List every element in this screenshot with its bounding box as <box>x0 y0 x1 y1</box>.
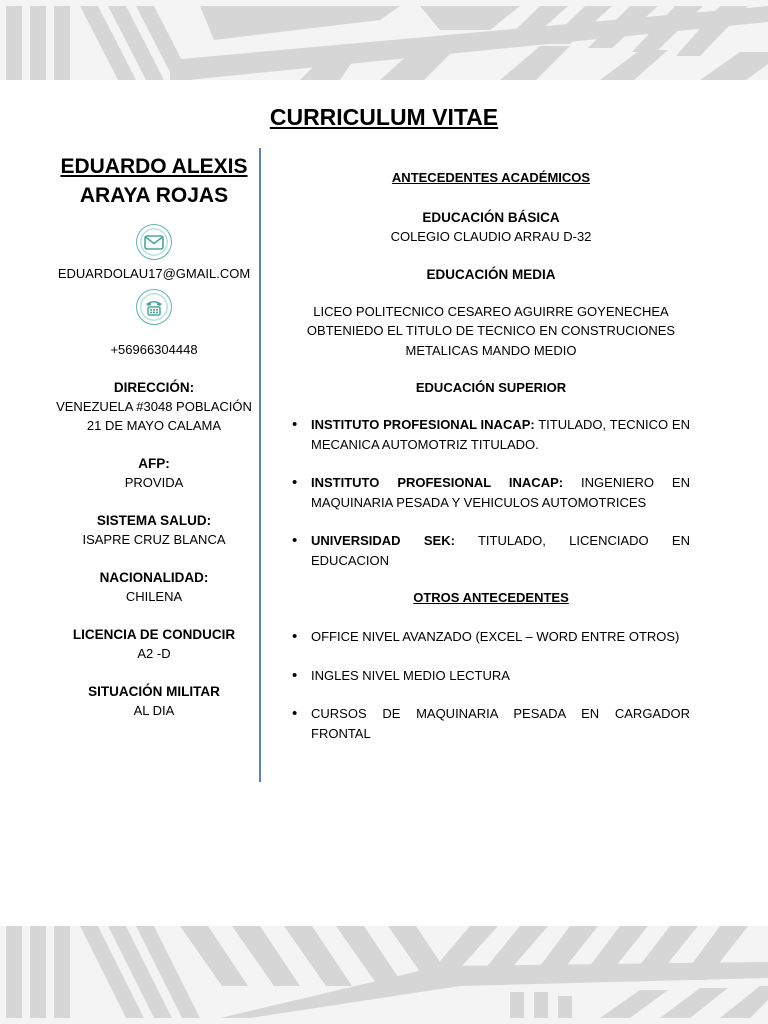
detail-afp <box>48 454 260 492</box>
detail-nationality <box>48 568 260 606</box>
detail-label: NACIONALIDAD: <box>99 570 209 585</box>
media-education-heading: EDUCACIÓN MEDIA <box>426 266 556 282</box>
superior-education-heading: EDUCACIÓN SUPERIOR <box>415 380 567 395</box>
top-decorative-band <box>0 0 768 80</box>
detail-driver-license <box>48 625 260 663</box>
detail-label: DIRECCIÓN: <box>113 380 195 395</box>
list-item <box>292 415 690 454</box>
detail-value: CHILENA <box>125 589 183 604</box>
bottom-decorative-band <box>0 926 768 1024</box>
candidate-name <box>48 152 260 210</box>
name-line-1: EDUARDO ALEXIS <box>60 155 248 178</box>
list-item: • OFFICE NIVEL AVANZADO (EXCEL – WORD ENTRE OTROS) <box>292 627 690 647</box>
institution-name: INSTITUTO PROFESIONAL INACAP: <box>311 475 564 490</box>
education-column <box>292 168 690 743</box>
personal-info-column <box>48 152 260 720</box>
telephone-icon <box>136 289 172 325</box>
name-line-2: ARAYA ROJAS <box>79 184 229 207</box>
basic-education-heading: EDUCACIÓN BÁSICA <box>422 210 560 225</box>
detail-value: PROVIDA <box>124 475 184 490</box>
basic-education-text: COLEGIO CLAUDIO ARRAU D-32 <box>390 229 592 244</box>
list-item <box>292 473 690 512</box>
detail-value: ISAPRE CRUZ BLANCA <box>82 532 226 547</box>
detail-label: SITUACIÓN MILITAR <box>88 684 220 699</box>
list-item: • INGLES NIVEL MEDIO LECTURA <box>292 666 690 686</box>
institution-name: INSTITUTO PROFESIONAL INACAP: <box>311 417 535 432</box>
email-address[interactable]: EDUARDOLAU17@GMAIL.COM <box>57 266 251 281</box>
detail-address <box>48 378 260 435</box>
other-list <box>292 627 690 743</box>
envelope-icon <box>136 224 172 260</box>
detail-value: AL DIA <box>133 703 175 718</box>
superior-education-list <box>292 415 690 570</box>
media-education-text: LICEO POLITECNICO CESAREO AGUIRRE GOYENECHEA OBTENIEDO EL TITULO DE TECNICO EN CONSTRUCIONES METALICAS MANDO MEDIO <box>306 303 676 358</box>
detail-label: AFP: <box>138 456 170 471</box>
degree-text: TITULADO, TECNICO EN MECANICA AUTOMOTRIZ TITULADO. <box>311 417 690 452</box>
degree-text: TITULADO, LICENCIADO EN EDUCACION <box>311 533 690 568</box>
list-item <box>292 531 690 570</box>
detail-value: A2 -D <box>137 646 171 661</box>
document-title: CURRICULUM VITAE <box>269 104 499 130</box>
degree-text: INGENIERO EN MAQUINARIA PESADA Y VEHICULOS AUTOMOTRICES <box>311 475 690 510</box>
detail-value: VENEZUELA #3048 POBLACIÓN 21 DE MAYO CALAMA <box>56 399 252 433</box>
institution-name: UNIVERSIDAD SEK: <box>311 533 455 548</box>
academics-heading: ANTECEDENTES ACADÉMICOS <box>391 170 591 185</box>
other-heading: OTROS ANTECEDENTES <box>413 590 569 605</box>
detail-military-status <box>48 682 260 720</box>
detail-health-system <box>48 511 260 549</box>
list-item: • CURSOS DE MAQUINARIA PESADA EN CARGADOR FRONTAL <box>292 704 690 743</box>
detail-label: SISTEMA SALUD: <box>96 513 212 528</box>
detail-label: LICENCIA DE CONDUCIR <box>72 627 236 642</box>
phone-number[interactable]: +56966304448 <box>110 342 198 357</box>
